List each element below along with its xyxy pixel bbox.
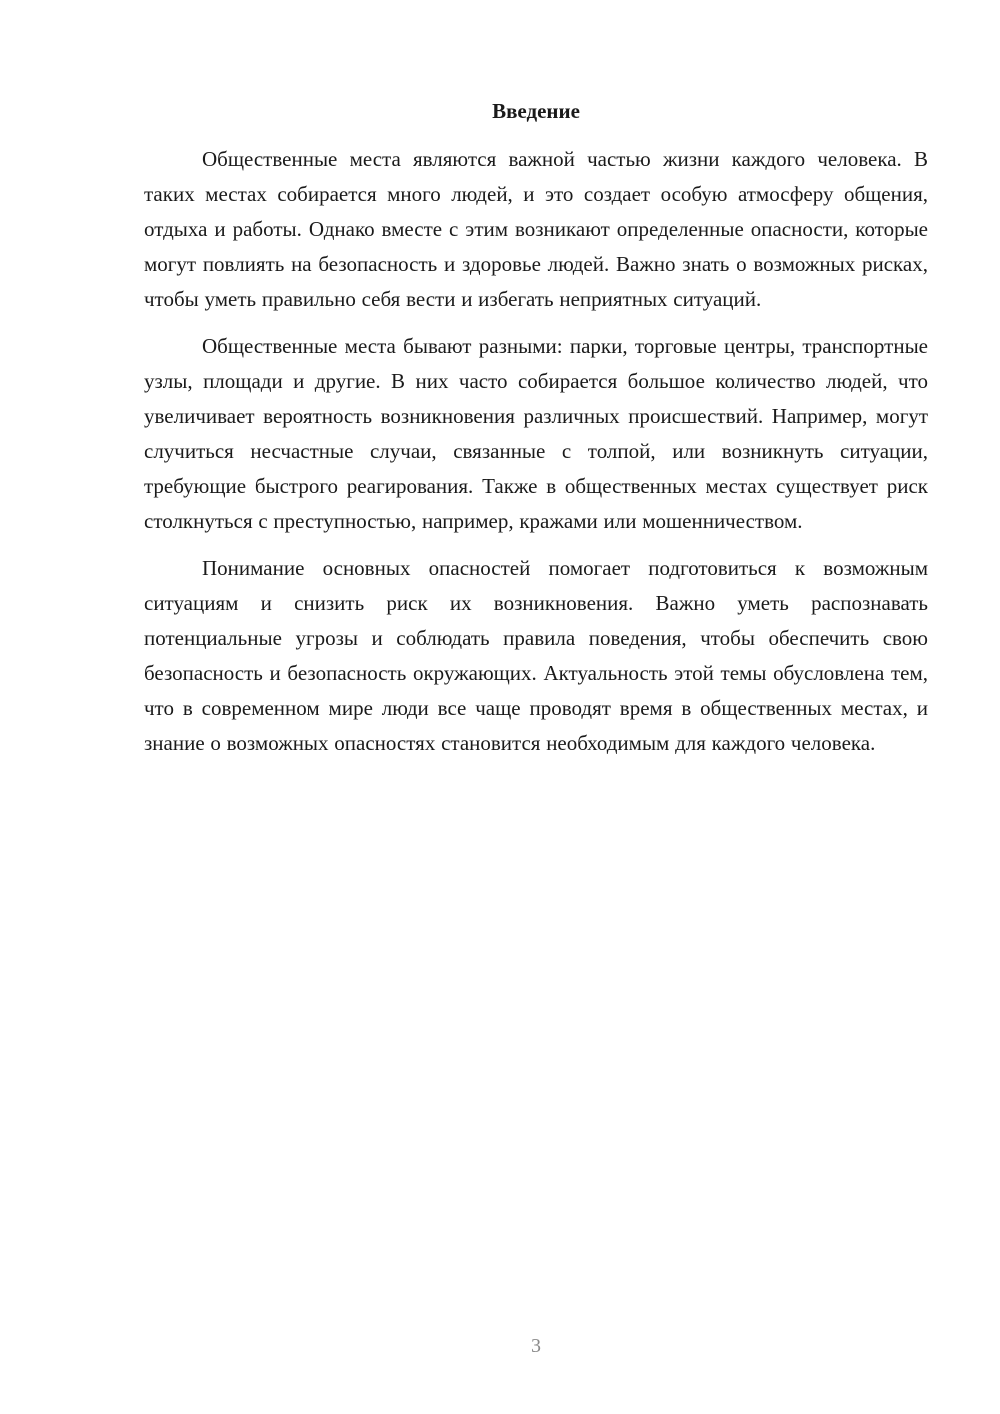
page-number: 3: [531, 1335, 541, 1357]
body-text: [144, 142, 928, 773]
paragraph-2: Общественные места бывают разными: парки, торговые центры, транспортные узлы, площади и другие. В них часто собирается большое количество людей, что увеличивает вероятность возникновения различных происшествий. Например, могут случиться несчастные случаи, связанные с толпой, или возникнуть ситуации, требующие быстрого реагирования. Также в общественных местах существует риск столкнуться с преступностью, например, кражами или мошенничеством.: [144, 334, 928, 533]
section-heading: Введение: [492, 99, 580, 123]
paragraph-3: Понимание основных опасностей помогает подготовиться к возможным ситуациям и снизить риск их возникновения. Важно уметь распознавать потенциальные угрозы и соблюдать правила поведения, чтобы обеспечить свою безопасность и безопасность окружающих. Актуальность этой темы обусловлена тем, что в современном мире люди все чаще проводят время в общественных местах, и знание о возможных опасностях становится необходимым для каждого человека.: [144, 556, 928, 755]
paragraph-1: Общественные места являются важной частью жизни каждого человека. В таких местах собирается много людей, и это создает особую атмосферу общения, отдыха и работы. Однако вместе с этим возникают определенные опасности, которые могут повлиять на безопасность и здоровье людей. Важно знать о возможных рисках, чтобы уметь правильно себя вести и избегать неприятных ситуаций.: [144, 147, 928, 311]
